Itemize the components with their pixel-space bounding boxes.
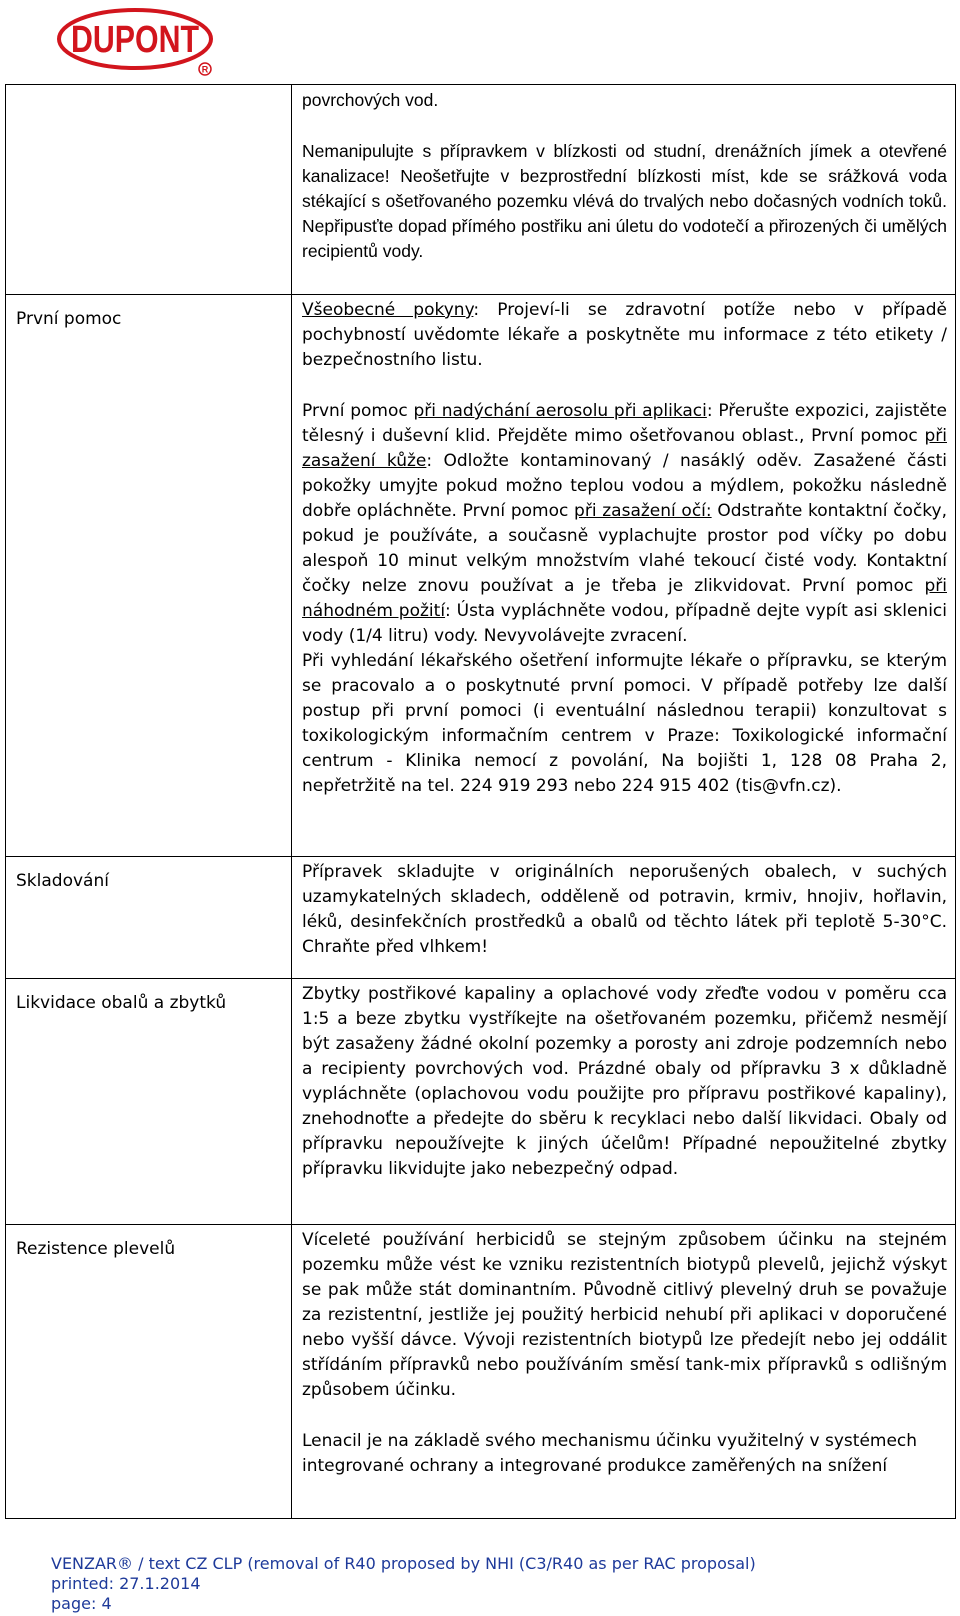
eyes-text: Odstraňte kontaktní čočky, pokud je používáte, a současně vyplachujte prostor pod víčky po dobu alespoň 10 minut velkým množstvím vlahé tekoucí čisté vody. Kontaktní čočky nelze znovu používat a je třeba je zlikvidovat. První pomoc (302, 501, 947, 596)
table-row (6, 295, 956, 857)
inhalation-title: při nadýchání aerosolu při aplikaci (413, 401, 707, 421)
table-row (6, 1225, 956, 1519)
label-table (5, 84, 956, 1519)
environment-continuation-cell (292, 85, 956, 295)
registered-letter: R (201, 64, 209, 75)
first-aid-prefix: První pomoc (302, 401, 414, 421)
disposal-text-cell (292, 979, 956, 1225)
footer-page-number: page: 4 (51, 1594, 112, 1613)
disposal-text: Zbytky postřikové kapaliny a oplachové vody zřeďte vodou v poměru cca 1:5 a beze zbytku vystříkejte na ošetřovaném pozemku, přičemž nesmějí být zasaženy žádné okolní pozemky a porosty ani zdroje podzemních nebo a recipienty povrchových vod. Prázdné obaly od přípravku 3 x důkladně vypláchněte (oplachovou vodu použijte pro přípravu postřikové kapaliny), znehodnoťte a předejte do sběru k recyklaci nebo další likvidaci. Obaly od přípravku nepoužívejte k jiných účelům! Případné nepoužitelné zbytky přípravku likvidujte jako nebezpečný odpad. (302, 984, 947, 1179)
storage-text: Přípravek skladujte v originálních neporušených obalech, v suchých uzamykatelných skladech, odděleně od potravin, krmiv, hnojiv, hořlavin, léků, desinfekčních prostředků a obalů od těchto látek při teplotě 5-30°C. Chraňte před vlhkem! (302, 862, 947, 957)
doctor-info: Při vyhledání lékařského ošetření informujte lékaře o přípravku, se kterým se pracovalo a o poskytnuté první pomoci. V případě potřeby lze další postup při první pomoci (i eventuální následnou terapii) konzultovat s toxikologickým informačním centrem v Praze: Toxikologické informační centrum - Klinika nemocí z povolání, Na bojišti 1, 128 08 Praha 2, nepřetržitě na tel. 224 919 293 nebo 224 915 402 (tis@vfn.cz). (302, 651, 947, 796)
continuation-line: povrchových vod. (302, 90, 439, 110)
logo-text: DUPONT (71, 19, 199, 61)
skin-title: při zasažení kůže (302, 426, 947, 471)
skin-text: : Odložte kontaminovaný / nasáklý oděv. Zasažené části pokožky umyjte pokud možno teplou vodou a mýdlem, pokožku následně dobře opláchněte. První pomoc (302, 451, 947, 521)
general-instructions (302, 298, 947, 373)
ingestion-title: při náhodném požití (302, 576, 947, 621)
lenacil-line: Lenacil je na základě svého mechanismu účinku využitelný v systémech (302, 1431, 918, 1451)
storage-label: Skladování (6, 857, 292, 979)
table-row (6, 857, 956, 979)
resistance-label: Rezistence plevelů (6, 1225, 292, 1519)
first-aid-prefix: První pomoc (811, 426, 925, 446)
lenacil-line: integrované ochrany a integrované produkce zaměřených na snížení (302, 1456, 888, 1476)
table-row (6, 979, 956, 1225)
dupont-logo (55, 7, 215, 77)
inhalation-text: : Přerušte expozici, zajistěte tělesný i duševní klid. Přejděte mimo ošetřovanou oblast., (302, 401, 947, 446)
table-row (6, 85, 956, 295)
document-footer (51, 1554, 756, 1614)
general-text: : Projeví-li se zdravotní potíže nebo v případě pochybností uvědomte lékaře a poskytněte mu informace z této etikety / bezpečnostního listu. (302, 300, 948, 370)
ingestion-text: : Ústa vypláchněte vodou, případně dejte vypít asi sklenici vody (1/4 litru) vody. Nevyvolávejte zvracení. (302, 601, 947, 646)
disposal-label: Likvidace obalů a zbytků (6, 979, 292, 1225)
resistance-text-cell (292, 1225, 956, 1519)
first-aid-label: První pomoc (6, 295, 292, 857)
footer-product-line: VENZAR® / text CZ CLP (removal of R40 proposed by NHI (C3/R40 as per RAC proposal) (51, 1554, 756, 1573)
first-aid-details (302, 399, 947, 649)
resistance-text: Víceleté používání herbicidů se stejným způsobem účinku na stejném pozemku může vést ke vzniku rezistentních biotypů plevelů, jejichž výskyt se pak může stát dominantním. Původně citlivý plevelný druh se považuje za rezistentní, jestliže jej použitý herbicid nehubí při aplikaci v doporučené nebo vyšší dávce. Vývoji rezistentních biotypů lze předejít nebo jej oddálit střídáním přípravků nebo používáním směsí tank-mix přípravků s odlišným způsobem účinku. (302, 1230, 947, 1400)
general-title: Všeobecné pokyny (302, 300, 474, 320)
environment-paragraph: Nemanipulujte s přípravkem v blízkosti od studní, drenážních jímek a otevřené kanalizace! Neošetřujte v bezprostřední blízkosti míst, kde se srážková voda stékající s ošetřovaného pozemku vlévá do trvalých nebo dočasných vodních toků. Nepřipusťte dopad přímého postřiku ani úletu do vodotečí a přirozených či umělých recipientů vody. (302, 141, 947, 261)
storage-text-cell (292, 857, 956, 979)
empty-label-cell (6, 85, 292, 295)
first-aid-text-cell (292, 295, 956, 857)
eyes-title: při zasažení očí: (574, 501, 712, 521)
footer-printed-date: printed: 27.1.2014 (51, 1574, 201, 1593)
